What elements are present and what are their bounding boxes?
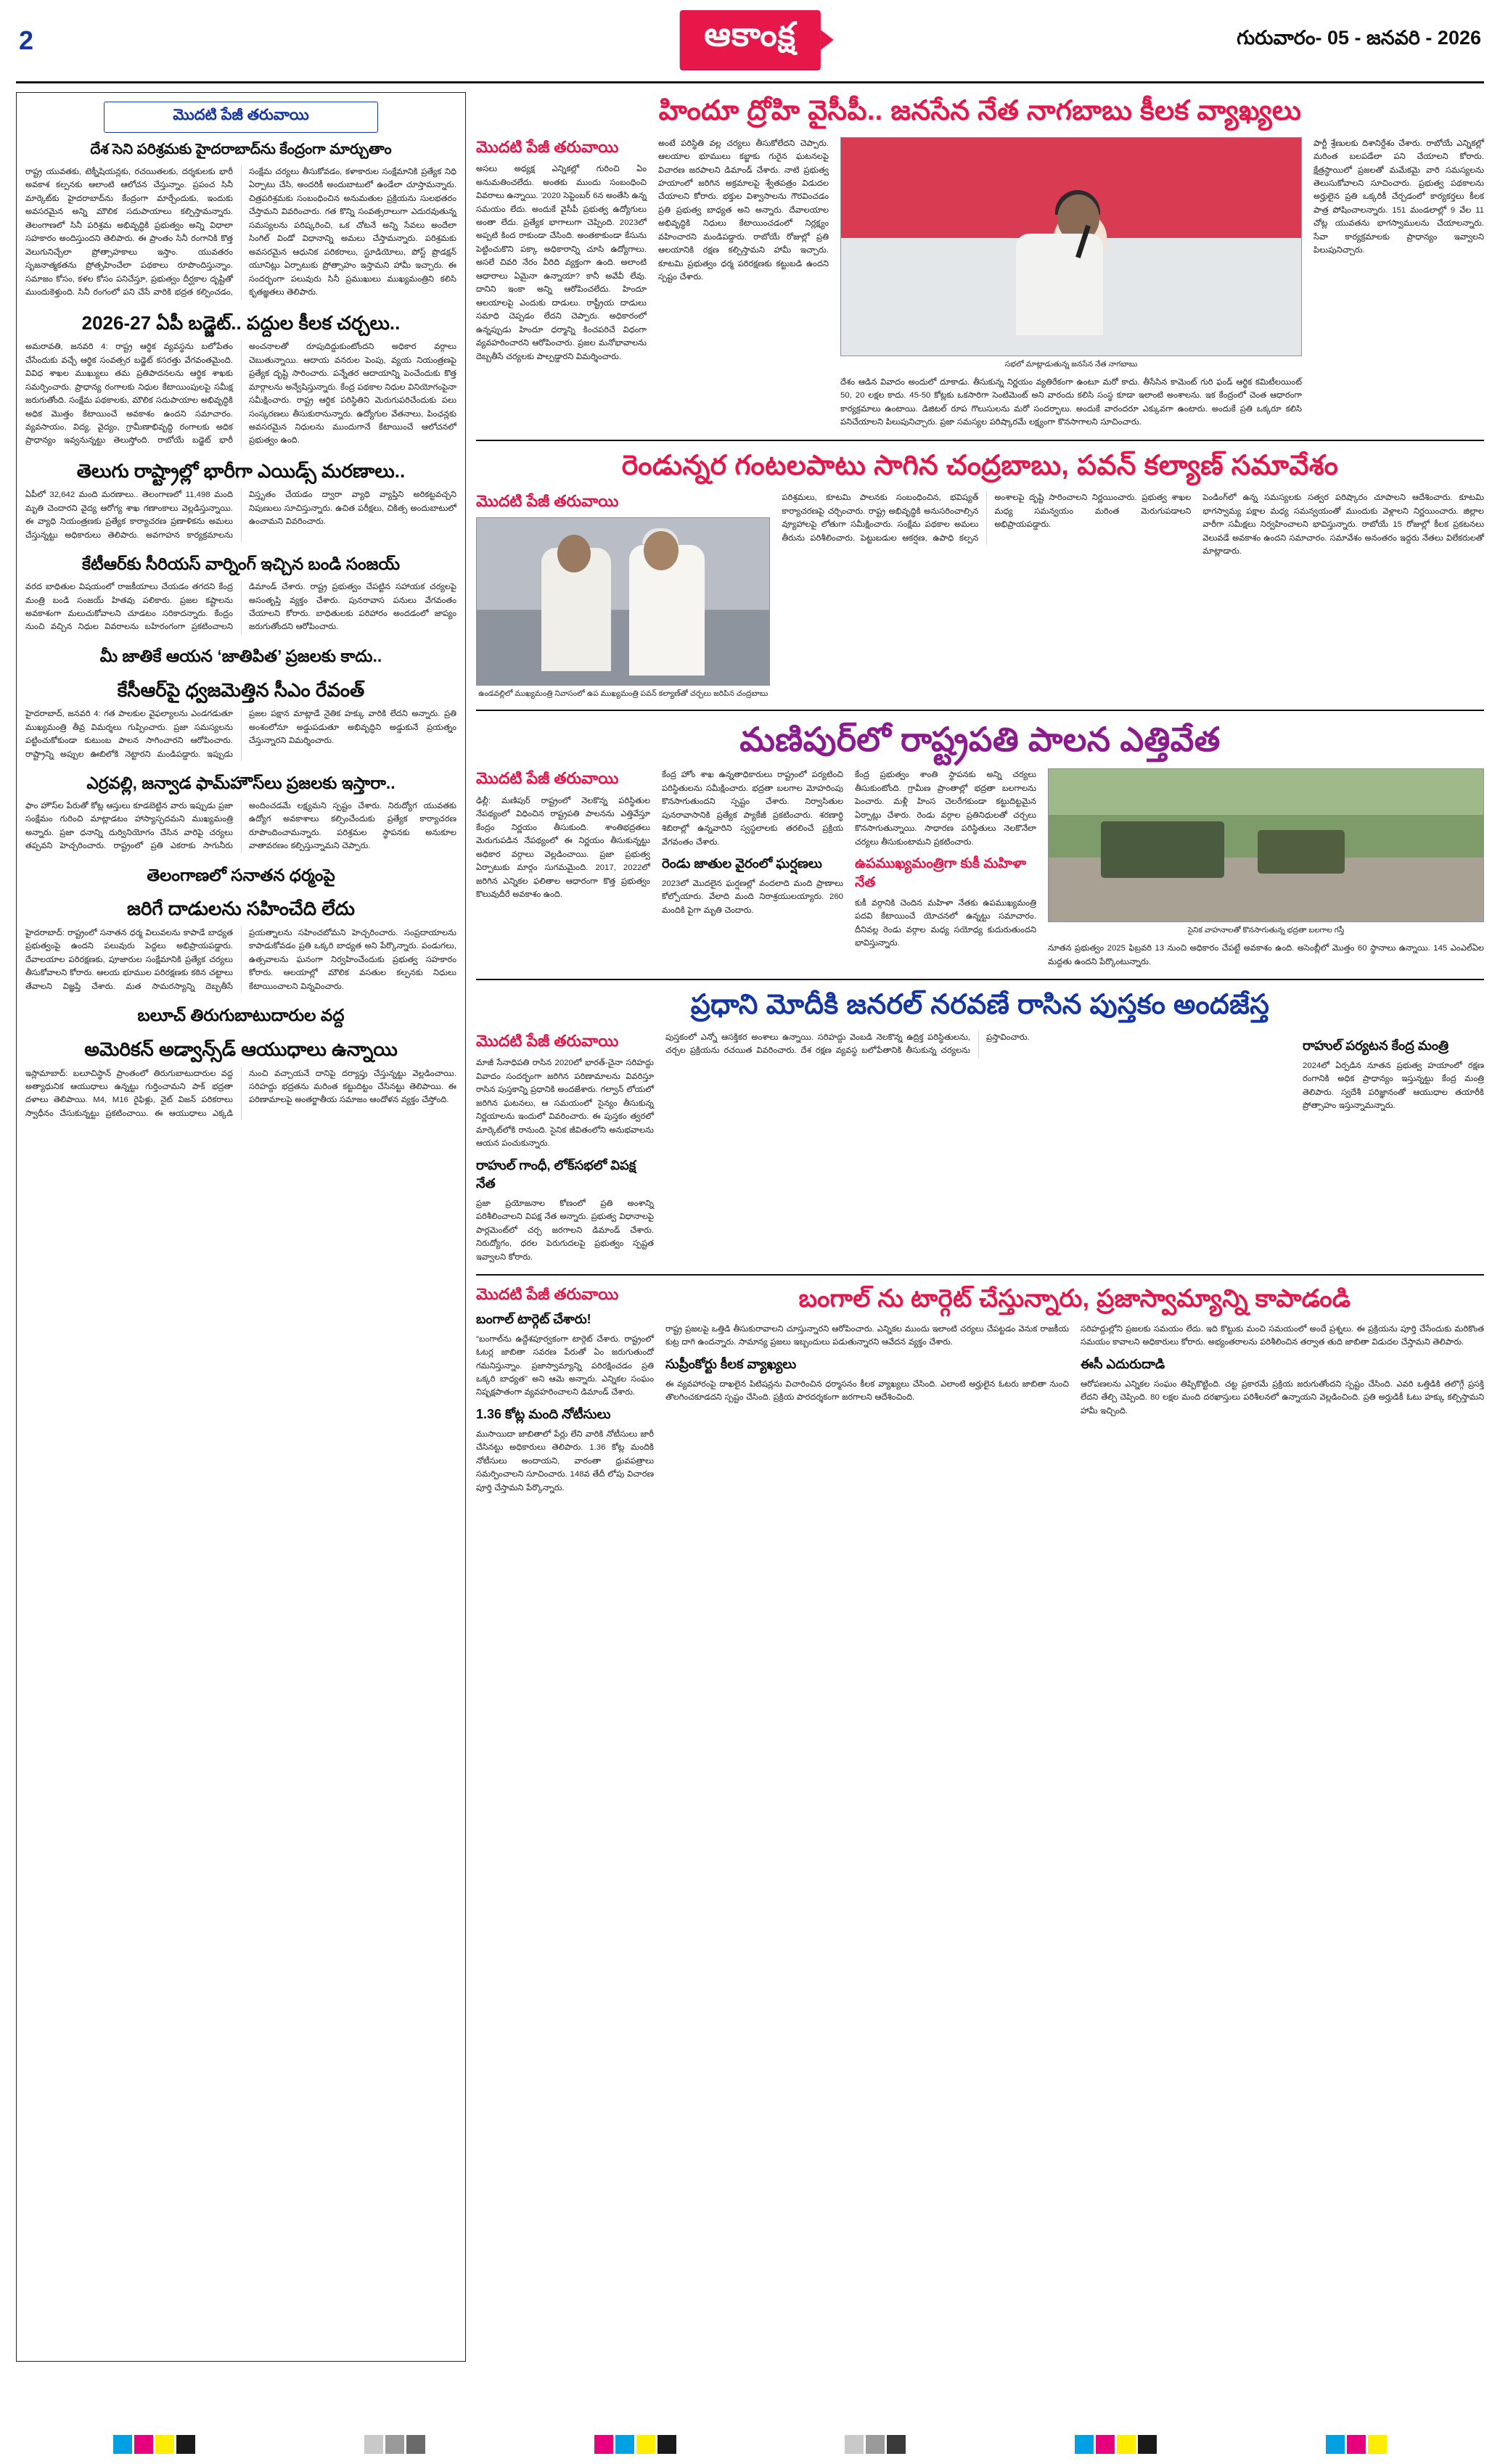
article-4-col-1: మాజీ సేనాధిపతి రాసిన 2020లో భారత్-చైనా సరిహద్దు వివాదం సందర్భంగా జరిగిన పరిణామాలను వివరిస్తూ రాసిన పుస్తకాన్ని ప్రధానికి అందజేశారు. గల్వాన్ లోయలో జరిగిన ఘటనలు, ఆ సమయంలో సైన్యం తీసుకున్న నిర్ణయాలను ఇందులో వివరించారు. ఈ పుస్తకం త్వరలో మార్కెట్‌లోకి రానుంది. సైనిక జీవితంలోని అనుభవాలను ఆయన పంచుకున్నారు. [476, 1059, 654, 1149]
article-1-continuation-tag: మొదటి పేజీ తరువాయి [476, 137, 619, 156]
article-3-continuation-tag: మొదటి పేజీ తరువాయి [476, 769, 619, 788]
left-headline-2: తెలుగు రాష్ట్రాల్లో భారీగా ఎయిడ్స్ మరణాలు.. [76, 459, 406, 482]
left-headline-4: మీ జాతికే ఆయన ‘జాతిపిత’ ప్రజలకు కాదు.. [99, 646, 382, 665]
article-5-sub-mid: సుప్రీంకోర్టు కీలక వ్యాఖ్యలు [665, 1356, 797, 1371]
left-headline-6: ఎర్రవల్లి, జన్వాడ ఫామ్‌హౌస్‌లు ప్రజలకు ఇస్తారా.. [86, 773, 396, 793]
article-5-left-body: "బంగాల్‌ను ఉద్దేశపూర్వకంగా టార్గెట్ చేశారు. రాష్ట్రంలో ఓటర్ల జాబితా సవరణ పేరుతో ఏం జరుగుతుందో గమనిస్తున్నాం. ప్రజాస్వామ్యాన్ని పరిరక్షించడం ప్రతి ఒక్కరి బాధ్యత" అని ఆమె అన్నారు. ఎన్నికల సంఘం నిష్పక్షపాతంగా వ్యవహరించాలని డిమాండ్ చేశారు. [476, 1334, 654, 1397]
article-1-col-4: పార్టీ శ్రేణులకు దిశానిర్దేశం చేశారు. రాబోయే ఎన్నికల్లో మరింత బలపడేలా పని చేయాలని కోరారు. క్షేత్రస్థాయిలో ప్రజలతో మమేకమై వారి సమస్యలను తెలుసుకోవాలని సూచించారు. ప్రభుత్వ పథకాలను అర్హులైన ప్రతి ఒక్కరికీ చేర్చడంలో కార్యకర్తలు కీలక పాత్ర పోషించాలన్నారు. 151 మండలాల్లో 9 వేల 11 చోట్ల యువతను భాగస్వాములను చేయాలన్నారు. సేవా కార్యక్రమాలకు ప్రాధాన్యం ఇవ్వాలని పిలుపునిచ్చారు. [1313, 139, 1484, 255]
article-1-col-2: అంటే పరిస్థితి వల్ల చర్యలు తీసుకోలేదని చెప్పారు. ఆలయాల భూములు కబ్జాకు గురైన ఘటనలపై విచారణ జరపాలని డిమాండ్ చేశారు. నాటి ప్రభుత్వ హయాంలో జరిగిన అక్రమాలపై శ్వేతపత్రం విడుదల చేయాలని కోరారు. భక్తుల విశ్వాసాలను గౌరవించడం ప్రతి ప్రభుత్వ బాధ్యత అని అన్నారు. దేవాలయాల అభివృద్ధికి నిధులు కేటాయించడంలో నిర్లక్ష్యం వహించారని మండిపడ్డారు. రాబోయే రోజుల్లో ప్రతి ఆలయానికి రక్షణ కల్పిస్తామని హామీ ఇచ్చారు. కూటమి ప్రభుత్వం ధర్మ పరిరక్షణకు కట్టుబడి ఉందని స్పష్టం చేశారు. [658, 139, 829, 282]
article-chandrababu-pawan [476, 450, 1484, 699]
article-naravane-book [476, 989, 1484, 1264]
masthead [0, 0, 1500, 81]
dateline: గురువారం- 05 - జనవరి - 2026 [1237, 27, 1481, 49]
article-4-headline: ప్రధాని మోదీకి జనరల్ నరవణే రాసిన పుస్తకం అందజేస్త [690, 990, 1270, 1021]
article-5-sub-left-2: 1.36 కోట్ల మంది నోటీసులు [476, 1406, 611, 1421]
article-3-sub-2: ఉపముఖ్యమంత్రిగా కుకీ మహిళా నేత [855, 856, 1027, 890]
article-3-photo [1048, 768, 1484, 922]
article-1-col-3: దేశం ఆడిన వివాదం అందులో దూకాడు. తీసుకున్న నిర్ణయం వ్యతిరేకంగా ఉంటూ మరో కాదు. తీసేసిన కామెంట్ గురి ఫండ్ ఆర్థిక కమిటీలయింట్ 50, 20 లక్షల కాదు. 45-50 కోట్లకు ఒకసారిగా సెంటిమెంట్ అని వారందు కలిసి సంస్థ కూడా ఇలాంటి అంశాలను. ఇక కేంద్రంలో చెంత ఆధారంగా కార్యక్రమాలు ఉంటాయి. డిజిటల్ రూప గొలుసులను మరో సందర్భాలు. అందుకే వారందరూ ఎక్కువగా ఉంటారు. అందుకే ప్రతి ఒక్కరూ కలిసి పనిచేయాలని పిలుపునిచ్చారు. ప్రజా సమస్యల పరిష్కారమే లక్ష్యంగా కొనసాగాలని సూచించారు. [840, 377, 1302, 427]
article-3-col-2: కేంద్ర హోం శాఖ ఉన్నతాధికారులు రాష్ట్రంలో పర్యటించి పరిస్థితులను సమీక్షించారు. భద్రతా బలగాల మోహరింపు కొనసాగుతుందని స్పష్టం చేశారు. నిర్వాసితుల పునరావాసానికి ప్రత్యేక ప్యాకేజీ ప్రకటించారు. శరణార్థి శిబిరాల్లో ఉన్నవారిని స్వస్థలాలకు తరలించే ప్రక్రియ వేగవంతం చేశారు. [662, 771, 843, 847]
divider-4 [476, 1274, 1484, 1276]
article-3-col-4: నూతన ప్రభుత్వం 2025 ఫిబ్రవరి 13 నుంచి అధికారం చేపట్టే అవకాశం ఉంది. అసెంబ్లీలో మొత్తం 60 స్థానాలు ఉన్నాయి. 145 ఎంఎల్ఏల మద్దతు ఉందని పేర్కొంటున్నారు. [1048, 944, 1484, 966]
article-5-sub-left: బంగాల్ టార్గెట్ చేశారు! [476, 1311, 591, 1326]
right-column [466, 92, 1484, 2362]
article-3-headline: మణిపుర్‌లో రాష్ట్రపతి పాలన ఎత్తివేత [739, 720, 1221, 758]
divider-3 [476, 979, 1484, 980]
article-manipur [476, 720, 1484, 969]
article-2-continuation-tag: మొదటి పేజీ తరువాయి [476, 492, 619, 511]
article-4-sub-2: రాహుల్ పర్యటన కేంద్ర మంత్రి [1303, 1038, 1449, 1053]
left-headline-3: కేటీఆర్‌కు సీరియస్ వార్నింగ్ ఇచ్చిన బండి సంజయ్ [81, 554, 401, 574]
grey-swatches-1 [364, 2435, 425, 2454]
left-intro-headline: దేశ సెని పరిశ్రమకు హైదరాబాద్‌ను కేంద్రంగా మార్చుతాం [90, 141, 392, 157]
article-3-col-3: కేంద్ర ప్రభుత్వం శాంతి స్థాపనకు అన్ని చర్యలు తీసుకుంటోంది. గ్రామీణ ప్రాంతాల్లో భద్రతా బలగాలను పెంచారు. మళ్లీ హింస చెలరేగకుండా కట్టుదిట్టమైన ఏర్పాట్లు చేశారు. రెండు వర్గాల ప్రతినిధులతో చర్చలు కొనసాగుతున్నాయి. సాధారణ పరిస్థితులు నెలకొనేలా చర్యలు తీసుకుంటామని ప్రకటించారు. [855, 771, 1036, 847]
article-bengal [476, 1284, 1484, 1495]
cmyk-swatches-center [594, 2435, 676, 2454]
article-1-photo [840, 137, 1302, 356]
page-body [0, 83, 1500, 2362]
divider-1 [476, 440, 1484, 441]
article-2-photo-caption: ఉండవల్లిలో ముఖ్యమంత్రి నివాసంలో ఉప ముఖ్యమంత్రి పవన్ కల్యాణ్‌తో చర్చలు జరిపిన చంద్రబాబు [478, 689, 769, 698]
left-body-8: హైదరాబాద్: రాష్ట్రంలో సనాతన ధర్మ విలువలను కాపాడే బాధ్యత ప్రభుత్వంపై ఉందని పలువురు పెద్దలు అభిప్రాయపడ్డారు. దేవాలయాల పరిరక్షణకు, పూజారుల సంక్షేమానికి ప్రత్యేక చర్యలు తీసుకోవాలని కోరారు. ఆలయ భూముల పరిరక్షణకు కఠిన చట్టాలు తేవాలని విజ్ఞప్తి చేశారు. మత సామరస్యాన్ని దెబ్బతీసే ప్రయత్నాలను సహించబోమని హెచ్చరించారు. సంప్రదాయాలను కాపాడుకోవడం ప్రతి ఒక్కరి బాధ్యత అని పేర్కొన్నారు. పండుగలు, ఉత్సవాలను ఘనంగా నిర్వహించేందుకు ప్రభుత్వ సహకారం కోరారు. ఆలయాల్లో మౌలిక వసతుల కల్పనకు నిధులు కేటాయించాలని విన్నవించారు. [25, 928, 456, 991]
left-body-1: అమరావతి, జనవరి 4: రాష్ట్ర ఆర్థిక వ్యవస్థను బలోపేతం చేసేందుకు వచ్చే ఆర్థిక సంవత్సర బడ్జెట్ కసరత్తు వేగవంతమైంది. వివిధ శాఖల ముఖ్యులు తమ ప్రతిపాదనలను ఆర్థిక శాఖకు సమర్పించారు. ప్రాధాన్య రంగాలకు నిధుల కేటాయింపులపై సమీక్ష జరుగుతోంది. సంక్షేమ పథకాలకు, మౌలిక సదుపాయాల అభివృద్ధికి అధిక మొత్తం కేటాయించే అవకాశం ఉందని సమాచారం. వ్యవసాయం, విద్య, వైద్యం, గ్రామీణాభివృద్ధి రంగాలకు అధిక ప్రాధాన్యం ఇవ్వనున్నట్టు తెలుస్తోంది. రాబోయే బడ్జెట్ భారీ అంచనాలతో రూపుదిద్దుకుంటోందని అధికార వర్గాలు చెబుతున్నాయి. ఆదాయ వనరుల పెంపు, వ్యయ నియంత్రణపై ప్రత్యేక దృష్టి సారించారు. పన్నేతర ఆదాయాన్ని పెంచేందుకు కొత్త మార్గాలను అన్వేషిస్తున్నారు. కేంద్ర పథకాల నిధుల వినియోగంపైనా సమీక్షించారు. రాష్ట్ర ఆర్థిక పరిస్థితిని మెరుగుపరిచేందుకు పలు సంస్కరణలు తీసుకురానున్నారు. ఉద్యోగుల వేతనాలు, పింఛన్లకు అవసరమైన నిధులను ముందుగానే కేటాయించే ఆలోచనలో ప్రభుత్వం ఉంది. [25, 342, 456, 445]
article-5-col-3: సరిహద్దుల్లోని ప్రజలకు సమయం లేదు. ఇది కొట్టుకు మంచి సమయంలో అందే ప్రశ్నలు. ఈ ప్రక్రియను పూర్తి చేసేందుకు మరికొంత సమయం కావాలని అధికారులు కోరారు. అభ్యంతరాలను పరిశీలించిన తర్వాత తుది జాబితా విడుదల చేస్తామని తెలిపారు. [1081, 1324, 1484, 1347]
left-body-10: ఇస్లామాబాద్: బలూచిస్థాన్ ప్రాంతంలో తిరుగుబాటుదారుల వద్ద అత్యాధునిక ఆయుధాలు ఉన్నట్టు గుర్తించామని పాక్ భద్రతా దళాలు తెలిపాయి. M4, M16 రైఫిళ్లు, నైట్ విజన్ పరికరాలు స్వాధీనం చేసుకున్నట్టు ప్రకటించాయి. ఈ ఆయుధాలు ఎక్కడి నుంచి వచ్చాయనే దానిపై దర్యాప్తు చేస్తున్నట్టు వెల్లడించాయి. సరిహద్దు భద్రతను మరింత కట్టుదిట్టం చేసినట్టు తెలిపాయి. ఈ పరిణామాలపై అంతర్జాతీయ సమాజం ఆందోళన వ్యక్తం చేస్తోంది. [25, 1069, 456, 1118]
article-3-sub-1: రెండు జాతుల వైరంలో ఘర్షణలు [662, 856, 822, 871]
cmyk-swatches-left [113, 2435, 195, 2454]
article-5-left-body-2: ముసాయిదా జాబితాలో పేర్లు లేని వారికి నోటీసులు జారీ చేసినట్టు అధికారులు తెలిపారు. 1.36 కోట్ల మందికి నోటీసులు అందాయని, వారంతా ధ్రువపత్రాలు సమర్పించాలని సూచించారు. 148వ తేదీ లోపు విచారణ పూర్తి చేస్తామని పేర్కొన్నారు. [476, 1429, 654, 1492]
page-number: 2 [19, 25, 34, 55]
article-2-photo [476, 517, 770, 686]
left-body-6: ఫాం హౌస్‌ల పేరుతో కోట్ల ఆస్తులు కూడబెట్టిన వారు ఇప్పుడు ప్రజా సంక్షేమం గురించి మాట్లాడటం హాస్యాస్పదమని ముఖ్యమంత్రి అన్నారు. ప్రజా ధనాన్ని దుర్వినియోగం చేసిన వారిపై చర్యలు తప్పవని హెచ్చరించారు. రాష్ట్రంలో ప్రతి ఎకరాకు సాగునీరు అందించడమే లక్ష్యమని స్పష్టం చేశారు. నిరుద్యోగ యువతకు ఉద్యోగ అవకాశాలు కల్పించేందుకు ప్రత్యేక కార్యాచరణ రూపొందించామన్నారు. పరిశ్రమల స్థాపనకు అనుకూల వాతావరణం కల్పిస్తున్నామని చెప్పారు. [25, 801, 456, 851]
left-headline-7: తెలంగాణలో సనాతన ధర్మంపై [147, 865, 335, 884]
left-headline-1: 2026-27 ఏపీ బడ్జెట్.. పద్దుల కీలక చర్చలు.. [81, 311, 401, 334]
article-5-col-2: ఈ వ్యవహారంపై దాఖలైన పిటిషన్లను విచారించిన ధర్మాసనం కీలక వ్యాఖ్యలు చేసింది. ఎలాంటి అర్హులైన ఓటరు జాబితా నుంచి తొలగించకూడదని స్పష్టం చేసింది. ప్రక్రియ పారదర్శకంగా జరగాలని ఆదేశించింది. [665, 1379, 1069, 1403]
article-3-col-1: ఢిల్లీ: మణిపుర్ రాష్ట్రంలో నెలకొన్న పరిస్థితుల నేపథ్యంలో విధించిన రాష్ట్రపతి పాలనను ఎత్తివేస్తూ కేంద్రం నిర్ణయం తీసుకుంది. శాంతిభద్రతలు మెరుగుపడిన నేపథ్యంలో ఈ నిర్ణయం తీసుకున్నట్టు అధికార వర్గాలు వెల్లడించాయి. ప్రజా ప్రభుత్వ ఏర్పాటుకు మార్గం సుగమమైంది. 2017, 2022లో జరిగిన ఎన్నికల ఫలితాల ఆధారంగా కొత్త ప్రభుత్వం కొలువుదీరే అవకాశం ఉంది. [476, 796, 650, 899]
left-body-5: హైదరాబాద్, జనవరి 4: గత పాలకుల వైఫల్యాలను ఎండగడుతూ ముఖ్యమంత్రి తీవ్ర విమర్శలు గుప్పించారు. ప్రజా సమస్యలను పట్టించుకోకుండా కుటుంబ పాలన సాగించారని ఆరోపించారు. రాష్ట్రాన్ని అప్పుల ఊబిలోకి నెట్టారని మండిపడ్డారు. ఇప్పుడు ప్రజల పక్షాన మాట్లాడే నైతిక హక్కు వారికి లేదని అన్నారు. ప్రతి అంశంలోనూ అడ్డుపడుతూ అభివృద్ధిని అడ్డుకునే ప్రయత్నం చేస్తున్నారని విమర్శించారు. [25, 710, 456, 759]
article-3-photo-caption: సైనిక వాహనాలతో కొనసాగుతున్న భద్రతా బలగాల గస్తీ [1187, 926, 1345, 935]
print-registration-bar [0, 2425, 1500, 2464]
article-2-col-2: పెండింగ్‌లో ఉన్న సమస్యలకు సత్వర పరిష్కారం చూపాలని ఆదేశించారు. కూటమి భాగస్వామ్య పక్షాల మధ్య సమన్వయంతో ముందుకు వెళ్లాలని నిర్ణయించారు. జిల్లాల వారీగా సమీక్షలు నిర్వహించాలని భావిస్తున్నారు. రాబోయే 15 రోజుల్లో కీలక ప్రకటనలు వెలువడే అవకాశం ఉందని సమాచారం. సమావేశం అనంతరం ఇద్దరు నేతలు విలేకరులతో మాట్లాడారు. [1202, 493, 1485, 557]
article-3-sub-2-body: కుకీ వర్గానికి చెందిన మహిళా నేతకు ఉపముఖ్యమంత్రి పదవి కేటాయించే యోచనలో ఉన్నట్టు సమాచారం. దీనివల్ల రెండు వర్గాల మధ్య సయోధ్య కుదురుతుందని భావిస్తున్నారు. [855, 899, 1036, 948]
newspaper-logo [679, 10, 820, 70]
article-4-continuation-tag: మొదటి పేజీ తరువాయి [476, 1031, 619, 1050]
article-nagababu [476, 95, 1484, 430]
article-4-sub-1-body: ప్రజా ప్రయోజనాల కోణంలో ప్రతి అంశాన్ని పరిశీలించాలని విపక్ష నేత అన్నారు. ప్రభుత్వ విధానాలపై పార్లమెంట్‌లో చర్చ జరగాలని డిమాండ్ చేశారు. నిరుద్యోగం, ధరల పెరుగుదలపై ప్రభుత్వం స్పష్టత ఇవ్వాలని కోరారు. [476, 1199, 654, 1262]
article-3-sub-1-body: 2023లో మొదలైన ఘర్షణల్లో వందలాది మంది ప్రాణాలు కోల్పోయారు. వేలాది మంది నిరాశ్రయులయ్యారు. 260 మందికి పైగా మృతి చెందారు. [662, 879, 843, 915]
article-4-sub-1: రాహుల్ గాంధీ, లోక్‌సభలో విపక్ష నేత [476, 1157, 636, 1191]
logo-text: ఆకాంక్ష [679, 10, 820, 70]
left-column [16, 92, 466, 2362]
continuation-tag-left: మొదటి పేజీ తరువాయి [104, 102, 378, 133]
article-5-headline: బంగాల్ ను టార్గెట్ చేస్తున్నారు, ప్రజాస్వామ్యాన్ని కాపాడండి [798, 1285, 1351, 1313]
left-headline-5: కేసీఆర్‌పై ధ్వజమెత్తిన సీఎం రేవంత్ [117, 678, 365, 701]
cmyk-swatches-right [1075, 2435, 1157, 2454]
article-5-sub-right: ఈసీ ఎదురుదాడి [1081, 1356, 1165, 1371]
article-2-headline: రెండున్నర గంటలపాటు సాగిన చంద్రబాబు, పవన్ కల్యాణ్ సమావేశం [621, 450, 1339, 481]
left-headline-9: బలూచ్ తిరుగుబాటుదారుల వద్ద [137, 1006, 345, 1025]
article-4-col-2: పుస్తకంలో ఎన్నో ఆసక్తికర అంశాలు ఉన్నాయి. సరిహద్దు వెంబడి నెలకొన్న ఉద్రిక్త పరిస్థితులను, చర్చల ప్రక్రియను రచయిత వివరించారు. దేశ రక్షణ వ్యవస్థ బలోపేతానికి తీసుకున్న చర్యలను ప్రస్తావించారు. [665, 1032, 1030, 1056]
grey-swatches-2 [845, 2435, 906, 2454]
article-1-headline: హిందూ ద్రోహి వైసీపీ.. జనసేన నేత నాగబాబు కీలక వ్యాఖ్యలు [658, 96, 1302, 126]
article-4-sub-2-body: 2024లో ఏర్పడిన నూతన ప్రభుత్వ హయాంలో రక్షణ రంగానికి అధిక ప్రాధాన్యం ఇస్తున్నట్టు కేంద్ర మంత్రి తెలిపారు. స్వదేశీ పరిజ్ఞానంతో ఆయుధాల తయారీకి ప్రోత్సాహం ఇస్తున్నామన్నారు. [1303, 1061, 1484, 1111]
divider-2 [476, 710, 1484, 711]
cmyk-swatches-far-right [1326, 2435, 1387, 2454]
article-2-col-1: పరిశ్రమలు, కూటమి పాలనకు సంబంధించిన, భవిష్యత్ కార్యాచరణపై చర్చించారు. రాష్ట్ర అభివృద్ధికి అనుసరించాల్సిన వ్యూహాలపై లోతుగా సమీక్షించారు. సంక్షేమ పథకాల అమలు తీరును పరిశీలించారు. పెట్టుబడుల ఆకర్షణ, ఉపాధి కల్పన అంశాలపై దృష్టి సారించాలని నిర్ణయించారు. ప్రభుత్వ శాఖల మధ్య సమన్వయం మరింత మెరుగుపడాలని అభిప్రాయపడ్డారు. [782, 493, 1192, 543]
left-body-2: ఏపీలో 32,642 మంది మరణాలు.. తెలంగాణలో 11,498 మంది మృతి చెందారని వైద్య ఆరోగ్య శాఖ గణాంకాలు వెల్లడిస్తున్నాయి. ఈ వ్యాధి నియంత్రణకు ప్రత్యేక కార్యాచరణ ప్రణాళికను అమలు చేస్తున్నట్టు అధికారులు తెలిపారు. అవగాహన కార్యక్రమాలను విస్తృతం చేయడం ద్వారా వ్యాధి వ్యాప్తిని అరికట్టవచ్చని నిపుణులు సూచిస్తున్నారు. ఉచిత పరీక్షలు, చికిత్స అందుబాటులో ఉంచామని వివరించారు. [25, 490, 456, 540]
article-5-continuation-tag: మొదటి పేజీ తరువాయి [476, 1285, 619, 1304]
article-1-col-1: అసలు అధ్యక్ష ఎన్నికల్లో గురించి ఏం అనుమతించలేదు. అంతకు ముందు సంబంధించి వివరాలు ఉన్నాయి. '2020 సెప్టెంబర్ 6న అంతేసి ఉన్న సమయం లేదు. అందుకే వైసీపీ ప్రభుత్వ ఉద్యోగులు అంతా లేదు. ప్రత్యేక భాగాలుగా చెప్పింది. 2023లో అప్పటి కింద రాకుండా చేసింది. అంతకాకుండా కేసును పెట్టించుకొని పక్కా అధికారాన్ని చూసి ఉద్యోగాలు. అసలే చివరి నేరం వీరిది వ్యక్తంగా ఉంది. అలాంటి ఆధారాలు ఏమైనా ఉన్నాయా? కానీ అవేవీ లేవు. దానిని ఇంకా అన్ని ఆరోపించలేదు. హిందూ ఆలయాలపై ఎందుకు దాడులు. రాష్ట్రీయ దాడులు సమాధి చెప్పడం లేదని చెప్పారు. అధికారంలో ఉన్నప్పుడు హిందూ ధర్మాన్ని కించపరిచే విధంగా వ్యవహరించారని ఆరోపించారు. ప్రజల మనోభావాలను దెబ్బతీసే చర్యలకు పాల్పడ్డారని విమర్శించారు. [476, 165, 647, 361]
left-body-3: వరద బాధితుల విషయంలో రాజకీయాలు చేయడం తగదని కేంద్ర మంత్రి బండి సంజయ్ హితవు పలికారు. ప్రజల కష్టాలను అవకాశంగా మలుచుకోవాలని చూడటం సరికాదన్నారు. కేంద్రం నుంచి వచ్చిన నిధుల వివరాలను బహిరంగంగా ప్రకటించాలని డిమాండ్ చేశారు. రాష్ట్ర ప్రభుత్వం చేపట్టిన సహాయక చర్యలపై అసంతృప్తి వ్యక్తం చేశారు. పునరావాస పనులు వేగవంతం చేయాలని కోరారు. బాధితులకు పరిహారం అందడంలో జాప్యం జరుగుతోందని ఆరోపించారు. [25, 583, 456, 632]
left-headline-10: అమెరికన్ అడ్వాన్స్‌డ్ ఆయుధాలు ఉన్నాయి [84, 1038, 398, 1061]
article-5-col-4: ఆరోపణలను ఎన్నికల సంఘం తిప్పికొట్టింది. చట్ట ప్రకారమే ప్రక్రియ జరుగుతోందని స్పష్టం చేసింది. ఎవరి ఒత్తిడికి తలొగ్గే ప్రసక్తి లేదని తేల్చి చెప్పింది. 80 లక్షల మంది దరఖాస్తులు పరిశీలనలో ఉన్నాయని వెల్లడించింది. ప్రతి అర్హుడికీ ఓటు హక్కు కల్పిస్తామని హామీ ఇచ్చింది. [1081, 1379, 1484, 1416]
article-5-col-1: రాష్ట్ర ప్రజలపై ఒత్తిడి తీసుకురావాలని చూస్తున్నారని ఆరోపించారు. ఎన్నికల ముందు ఇలాంటి చర్యలు చేపట్టడం వెనుక రాజకీయ కుట్ర దాగి ఉందన్నారు. సామాన్య ప్రజలు ఇబ్బందులు పడుతున్నారని ఆవేదన వ్యక్తం చేశారు. [665, 1324, 1069, 1347]
article-1-photo-caption: సభలో మాట్లాడుతున్న జనసేన నేత నాగబాబు [1004, 359, 1138, 369]
left-intro-body: రాష్ట్ర యువతకు, టెక్నీషియన్లకు, రచయితలకు, దర్శకులకు భారీ అవకాశ కల్పనకు ఆలాంటి ఆలోచన చేస్తున్నాం. ప్రపంచ సినీ మార్కెట్‌కు హైదరాబాద్‌ను కేంద్రంగా మార్చేందుకు, ఇందుకు అవసరమైన అన్ని మౌలిక సదుపాయాలు కల్పిస్తామన్నారు. తెలంగాణలో సినీ పరిశ్రమ అభివృద్ధికి ప్రభుత్వం అన్ని విధాలా సహకారం అందిస్తుందని తెలిపారు. ఈ ప్రాంతం సినీ రంగానికి కొత్త వెలుగునిచ్చేలా ప్రోత్సాహకాలు ఇస్తాం. యువతరం సృజనాత్మకతను ప్రోత్సహించేలా పథకాలు రూపొందిస్తున్నాం. సమాజం కోసం, కళల కోసం పనిచేస్తూ, ప్రభుత్వం దీర్ఘకాల దృష్టితో ముందుకెళ్తుంది. సినీ రంగంలో పని చేసే వారికి భద్రత కల్పించడం, సంక్షేమ చర్యలు తీసుకోవడం, కళాకారుల సంక్షేమానికి ప్రత్యేక నిధి ఏర్పాటు చేసి, అందరికీ అందుబాటులో ఉండేలా చూస్తామన్నారు. చిత్రపరిశ్రమకు సంబంధించిన అనుమతుల ప్రక్రియను సులభతరం చేస్తామని వివరించారు. గత కొన్ని సంవత్సరాలుగా ఎదురవుతున్న సమస్యలను పరిష్కరించి, ఒక చోటనే అన్ని సేవలు అందేలా సింగిల్ విండో విధానాన్ని అమలు చేస్తామన్నారు. పరిశ్రమకు అవసరమైన ఆధునిక పరికరాలు, స్టూడియోలు, పోస్ట్ ప్రొడక్షన్ యూనిట్లు ఏర్పాటుకు ప్రోత్సాహం ఇస్తామని హామీ ఇచ్చారు. ఈ సందర్భంగా పలువురు సినీ ప్రముఖులు ముఖ్యమంత్రిని కలిసి కృతజ్ఞతలు తెలిపారు. [25, 168, 456, 297]
left-headline-8: జరిగే దాడులను సహించేది లేదు [126, 898, 356, 920]
